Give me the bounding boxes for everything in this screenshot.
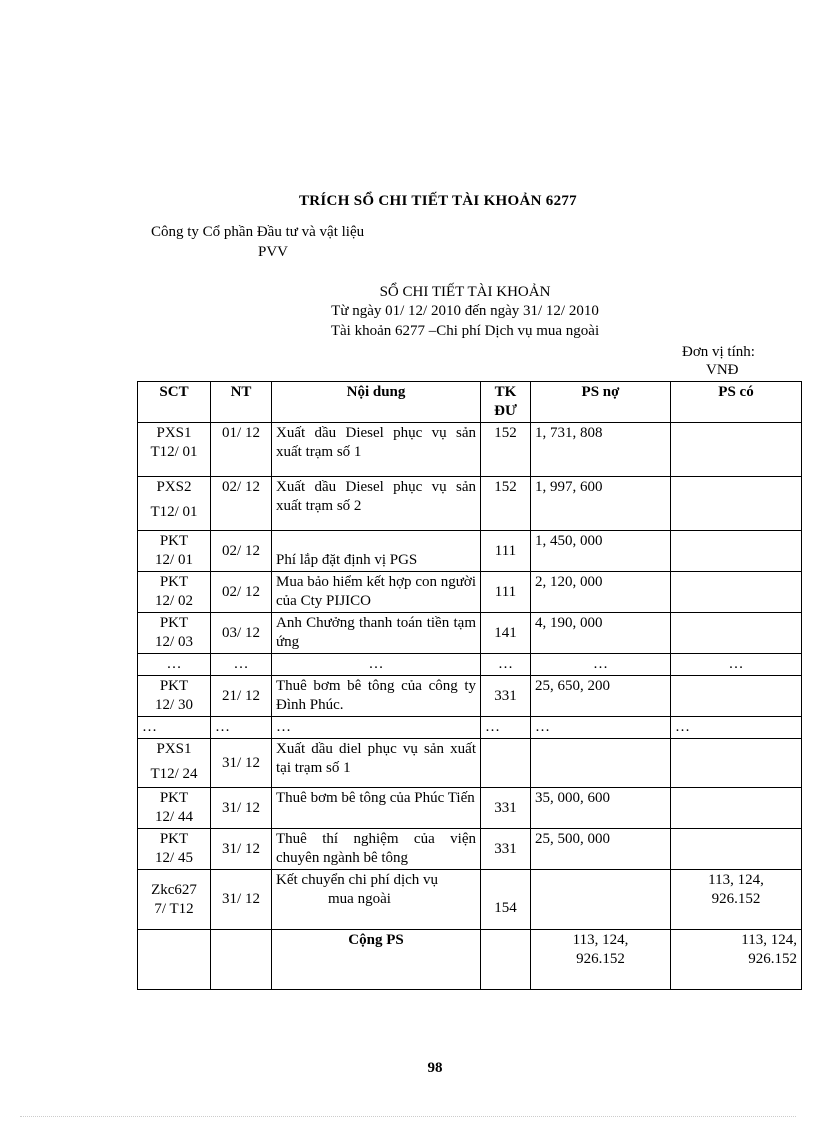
cell-ps-co (671, 477, 802, 531)
header-sct: SCT (138, 382, 211, 423)
cell-tk: 331 (481, 788, 531, 829)
header-tk-du (481, 382, 531, 423)
cell-ps-co (671, 613, 802, 654)
ps-co-line1: 113, 124, (708, 872, 764, 888)
cell-tk: 111 (481, 531, 531, 572)
sct-line2: 12/ 44 (155, 809, 193, 825)
cell-tk (481, 930, 531, 990)
sct-line1: PKT (159, 831, 189, 847)
cell-noi-dung: Phí lắp đặt định vị PGS (272, 531, 481, 572)
cell-noi-dung (272, 870, 481, 930)
sct-line1: PXS1 (156, 425, 192, 441)
table-row (138, 477, 802, 531)
cell-ps-co (671, 676, 802, 717)
ledger-title: SỔ CHI TIẾT TÀI KHOẢN (379, 284, 551, 300)
table-row (138, 423, 802, 477)
sct-line2: 12/ 45 (155, 850, 193, 866)
table-row (138, 676, 802, 717)
cell-sct (138, 870, 211, 930)
cell-noi-dung: … (272, 717, 481, 739)
cell-noi-dung: Thuê bơm bê tông của công ty Đình Phúc. (272, 676, 481, 717)
cell-noi-dung: Xuất dầu Diesel phục vụ sản xuất trạm số 2 (272, 477, 481, 531)
noi-dung-line2: mua ngoài (328, 891, 391, 907)
sct-line2: 12/ 01 (155, 552, 193, 568)
cell-tk: 331 (481, 676, 531, 717)
sct-line2: T12/ 24 (150, 766, 198, 782)
sct-line1: PXS2 (156, 479, 192, 495)
total-row (138, 930, 802, 990)
cell-tk: 331 (481, 829, 531, 870)
cell-ps-no: … (531, 717, 671, 739)
cell-ps-co: … (671, 654, 802, 676)
table-header-row (138, 382, 802, 423)
cell-tk: … (481, 717, 531, 739)
total-ps-co-line1: 113, 124, (741, 932, 797, 948)
date-range: Từ ngày 01/ 12/ 2010 đến ngày 31/ 12/ 2010 (331, 303, 599, 319)
cell-ps-no: 35, 000, 600 (531, 788, 671, 829)
sct-line1: PKT (159, 533, 189, 549)
cell-sct (138, 739, 211, 788)
cell-nt: 02/ 12 (211, 531, 272, 572)
cell-ps-co (671, 531, 802, 572)
cell-ps-co (671, 572, 802, 613)
cell-sct (138, 531, 211, 572)
cell-nt: 02/ 12 (211, 477, 272, 531)
cell-sct (138, 829, 211, 870)
sct-line1: Zkc627 (151, 881, 197, 898)
cell-tk: 154 (481, 870, 531, 930)
cell-tk: 152 (481, 423, 531, 477)
cell-ps-co (671, 829, 802, 870)
cell-sct (138, 788, 211, 829)
sct-line1: PKT (159, 574, 189, 590)
sct-line1: PXS1 (156, 741, 192, 757)
account-line: Tài khoản 6277 –Chi phí Dịch vụ mua ngoài (330, 323, 600, 339)
header-ps-co: PS có (671, 382, 802, 423)
sct-line2: T12/ 01 (150, 504, 198, 520)
cell-nt: 01/ 12 (211, 423, 272, 477)
ledger-table (137, 381, 802, 990)
sct-line1: PKT (159, 678, 189, 694)
header-tk: TK (494, 384, 517, 400)
cell-ps-co (671, 739, 802, 788)
unit-value: VNĐ (706, 362, 739, 378)
noi-dung-line1: Kết chuyển chi phí dịch vụ (276, 872, 439, 888)
cell-ps-co: … (671, 717, 802, 739)
cell-nt: 02/ 12 (211, 572, 272, 613)
cell-ps-no: 25, 500, 000 (531, 829, 671, 870)
cell-tk: 152 (481, 477, 531, 531)
cell-ps-no: 2, 120, 000 (531, 572, 671, 613)
table-row (138, 613, 802, 654)
sct-line2: T12/ 01 (150, 444, 198, 460)
total-ps-no (531, 930, 671, 990)
header-noi-dung: Nội dung (272, 382, 481, 423)
cell-sct (138, 930, 211, 990)
cell-ps-co (671, 788, 802, 829)
table-row (138, 739, 802, 788)
ps-co-line2: 926.152 (711, 891, 761, 907)
header-ps-no: PS nợ (531, 382, 671, 423)
cell-sct: … (138, 717, 211, 739)
cell-tk: … (481, 654, 531, 676)
table-row-ellipsis (138, 654, 802, 676)
cell-nt (211, 930, 272, 990)
sct-line1: PKT (159, 615, 189, 631)
header-nt: NT (211, 382, 272, 423)
cell-nt: … (211, 654, 272, 676)
page-number: 98 (427, 1060, 443, 1076)
cell-tk (481, 739, 531, 788)
company-name: Công ty Cổ phần Đầu tư và vật liệu (151, 224, 365, 240)
cell-ps-no: 4, 190, 000 (531, 613, 671, 654)
cell-ps-no (531, 870, 671, 930)
table-row (138, 531, 802, 572)
cell-tk: 111 (481, 572, 531, 613)
cell-noi-dung: Xuất dầu Diesel phục vụ sản xuất trạm số 1 (272, 423, 481, 477)
cell-nt: … (211, 717, 272, 739)
cell-nt: 31/ 12 (211, 829, 272, 870)
table-row (138, 572, 802, 613)
cell-noi-dung: Thuê bơm bê tông của Phúc Tiến (272, 788, 481, 829)
total-ps-co-line2: 926.152 (748, 951, 797, 967)
cell-ps-co (671, 423, 802, 477)
sct-line2: 12/ 02 (155, 593, 193, 609)
table-row (138, 870, 802, 930)
total-ps-no-line2: 926.152 (576, 951, 625, 967)
cell-sct: … (138, 654, 211, 676)
sct-line2: 7/ T12 (154, 900, 194, 917)
table-row-ellipsis (138, 717, 802, 739)
cell-noi-dung: Mua bảo hiểm kết hợp con người của Cty PIJICO (272, 572, 481, 613)
cell-ps-no (531, 739, 671, 788)
cell-ps-no: … (531, 654, 671, 676)
cell-ps-no: 1, 731, 808 (531, 423, 671, 477)
cell-sct (138, 423, 211, 477)
cell-noi-dung: Anh Chưởng thanh toán tiền tạm ứng (272, 613, 481, 654)
document-title: TRÍCH SỔ CHI TIẾT TÀI KHOẢN 6277 (298, 193, 577, 209)
cell-tk: 141 (481, 613, 531, 654)
cell-ps-co (671, 870, 802, 930)
cell-sct (138, 676, 211, 717)
unit-label: Đơn vị tính: (682, 344, 755, 360)
header-du: ĐƯ (494, 403, 517, 419)
cell-sct (138, 613, 211, 654)
cell-nt: 03/ 12 (211, 613, 272, 654)
cell-sct (138, 572, 211, 613)
cell-nt: 31/ 12 (211, 870, 272, 930)
sct-line1: PKT (159, 790, 189, 806)
total-label: Cộng PS (272, 930, 481, 990)
total-ps-co (671, 930, 802, 990)
cell-noi-dung: Thuê thí nghiệm của viện chuyên ngành bê tông (272, 829, 481, 870)
company-name-suffix: PVV (258, 244, 289, 260)
cell-noi-dung: … (272, 654, 481, 676)
cell-sct (138, 477, 211, 531)
table-row (138, 829, 802, 870)
page-bottom-rule (20, 1116, 796, 1117)
sct-line2: 12/ 30 (155, 697, 193, 713)
table-row (138, 788, 802, 829)
cell-nt: 31/ 12 (211, 788, 272, 829)
cell-nt: 31/ 12 (211, 739, 272, 788)
cell-noi-dung: Xuất dầu diel phục vụ sản xuất tại trạm số 1 (272, 739, 481, 788)
cell-ps-no: 1, 997, 600 (531, 477, 671, 531)
cell-ps-no: 1, 450, 000 (531, 531, 671, 572)
total-ps-no-line1: 113, 124, (572, 932, 629, 948)
cell-nt: 21/ 12 (211, 676, 272, 717)
sct-line2: 12/ 03 (155, 634, 193, 650)
cell-ps-no: 25, 650, 200 (531, 676, 671, 717)
